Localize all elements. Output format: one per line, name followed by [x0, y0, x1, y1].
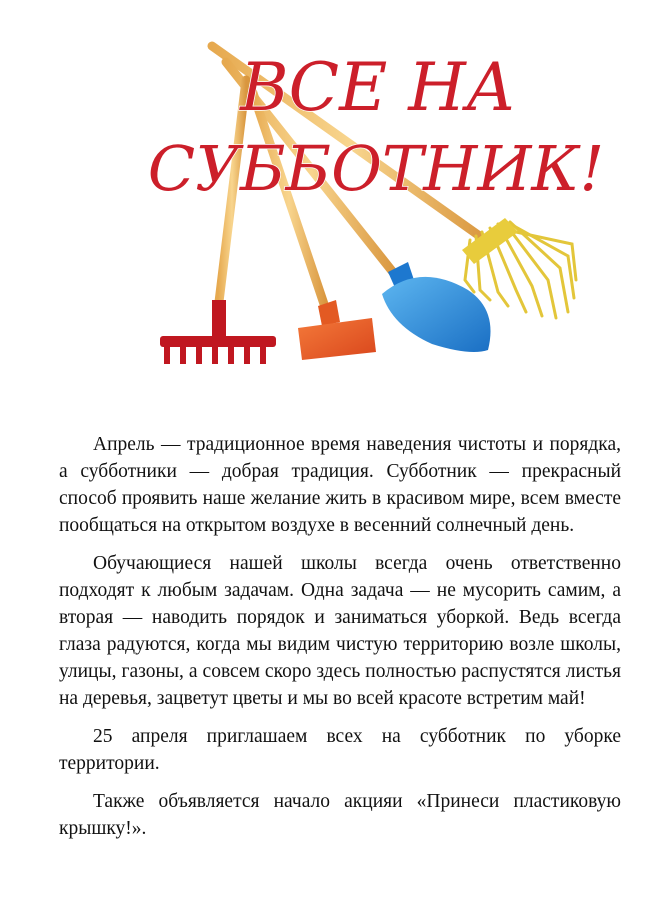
paragraph-students: Обучающиеся нашей школы всегда очень ответственно подходят к любым задачам. Одна задача — не мусорить самим, а вторая — наводить порядок и заниматься уборкой. Ведь всегда глаза радуются, когда мы видим чистую территорию возле школы, улицы, газоны, а совсем скоро здесь полностью распустятся листья на деревья, зацветут цветы и мы во всей красоте встретим май!: [59, 553, 621, 709]
paragraph-invitation: 25 апреля приглашаем всех на субботник по уборке территории.: [59, 726, 621, 774]
paragraph-campaign: Также объявляется начало акцияи «Принеси пластиковую крышку!».: [59, 791, 621, 839]
article-body: [59, 431, 621, 853]
poster-title-line1: ВСЕ НА: [240, 49, 516, 126]
subbotnik-illustration: [0, 0, 664, 420]
paragraph-intro: Апрель — традиционное время наведения чистоты и порядка, а субботники — добрая традиция. Субботник — прекрасный способ проявить наше желание жить в красивом мире, всем вместе пообщаться на открытом воздухе в весенний солнечный день.: [59, 434, 621, 536]
poster-title-line2: СУББОТНИК!: [147, 132, 605, 205]
